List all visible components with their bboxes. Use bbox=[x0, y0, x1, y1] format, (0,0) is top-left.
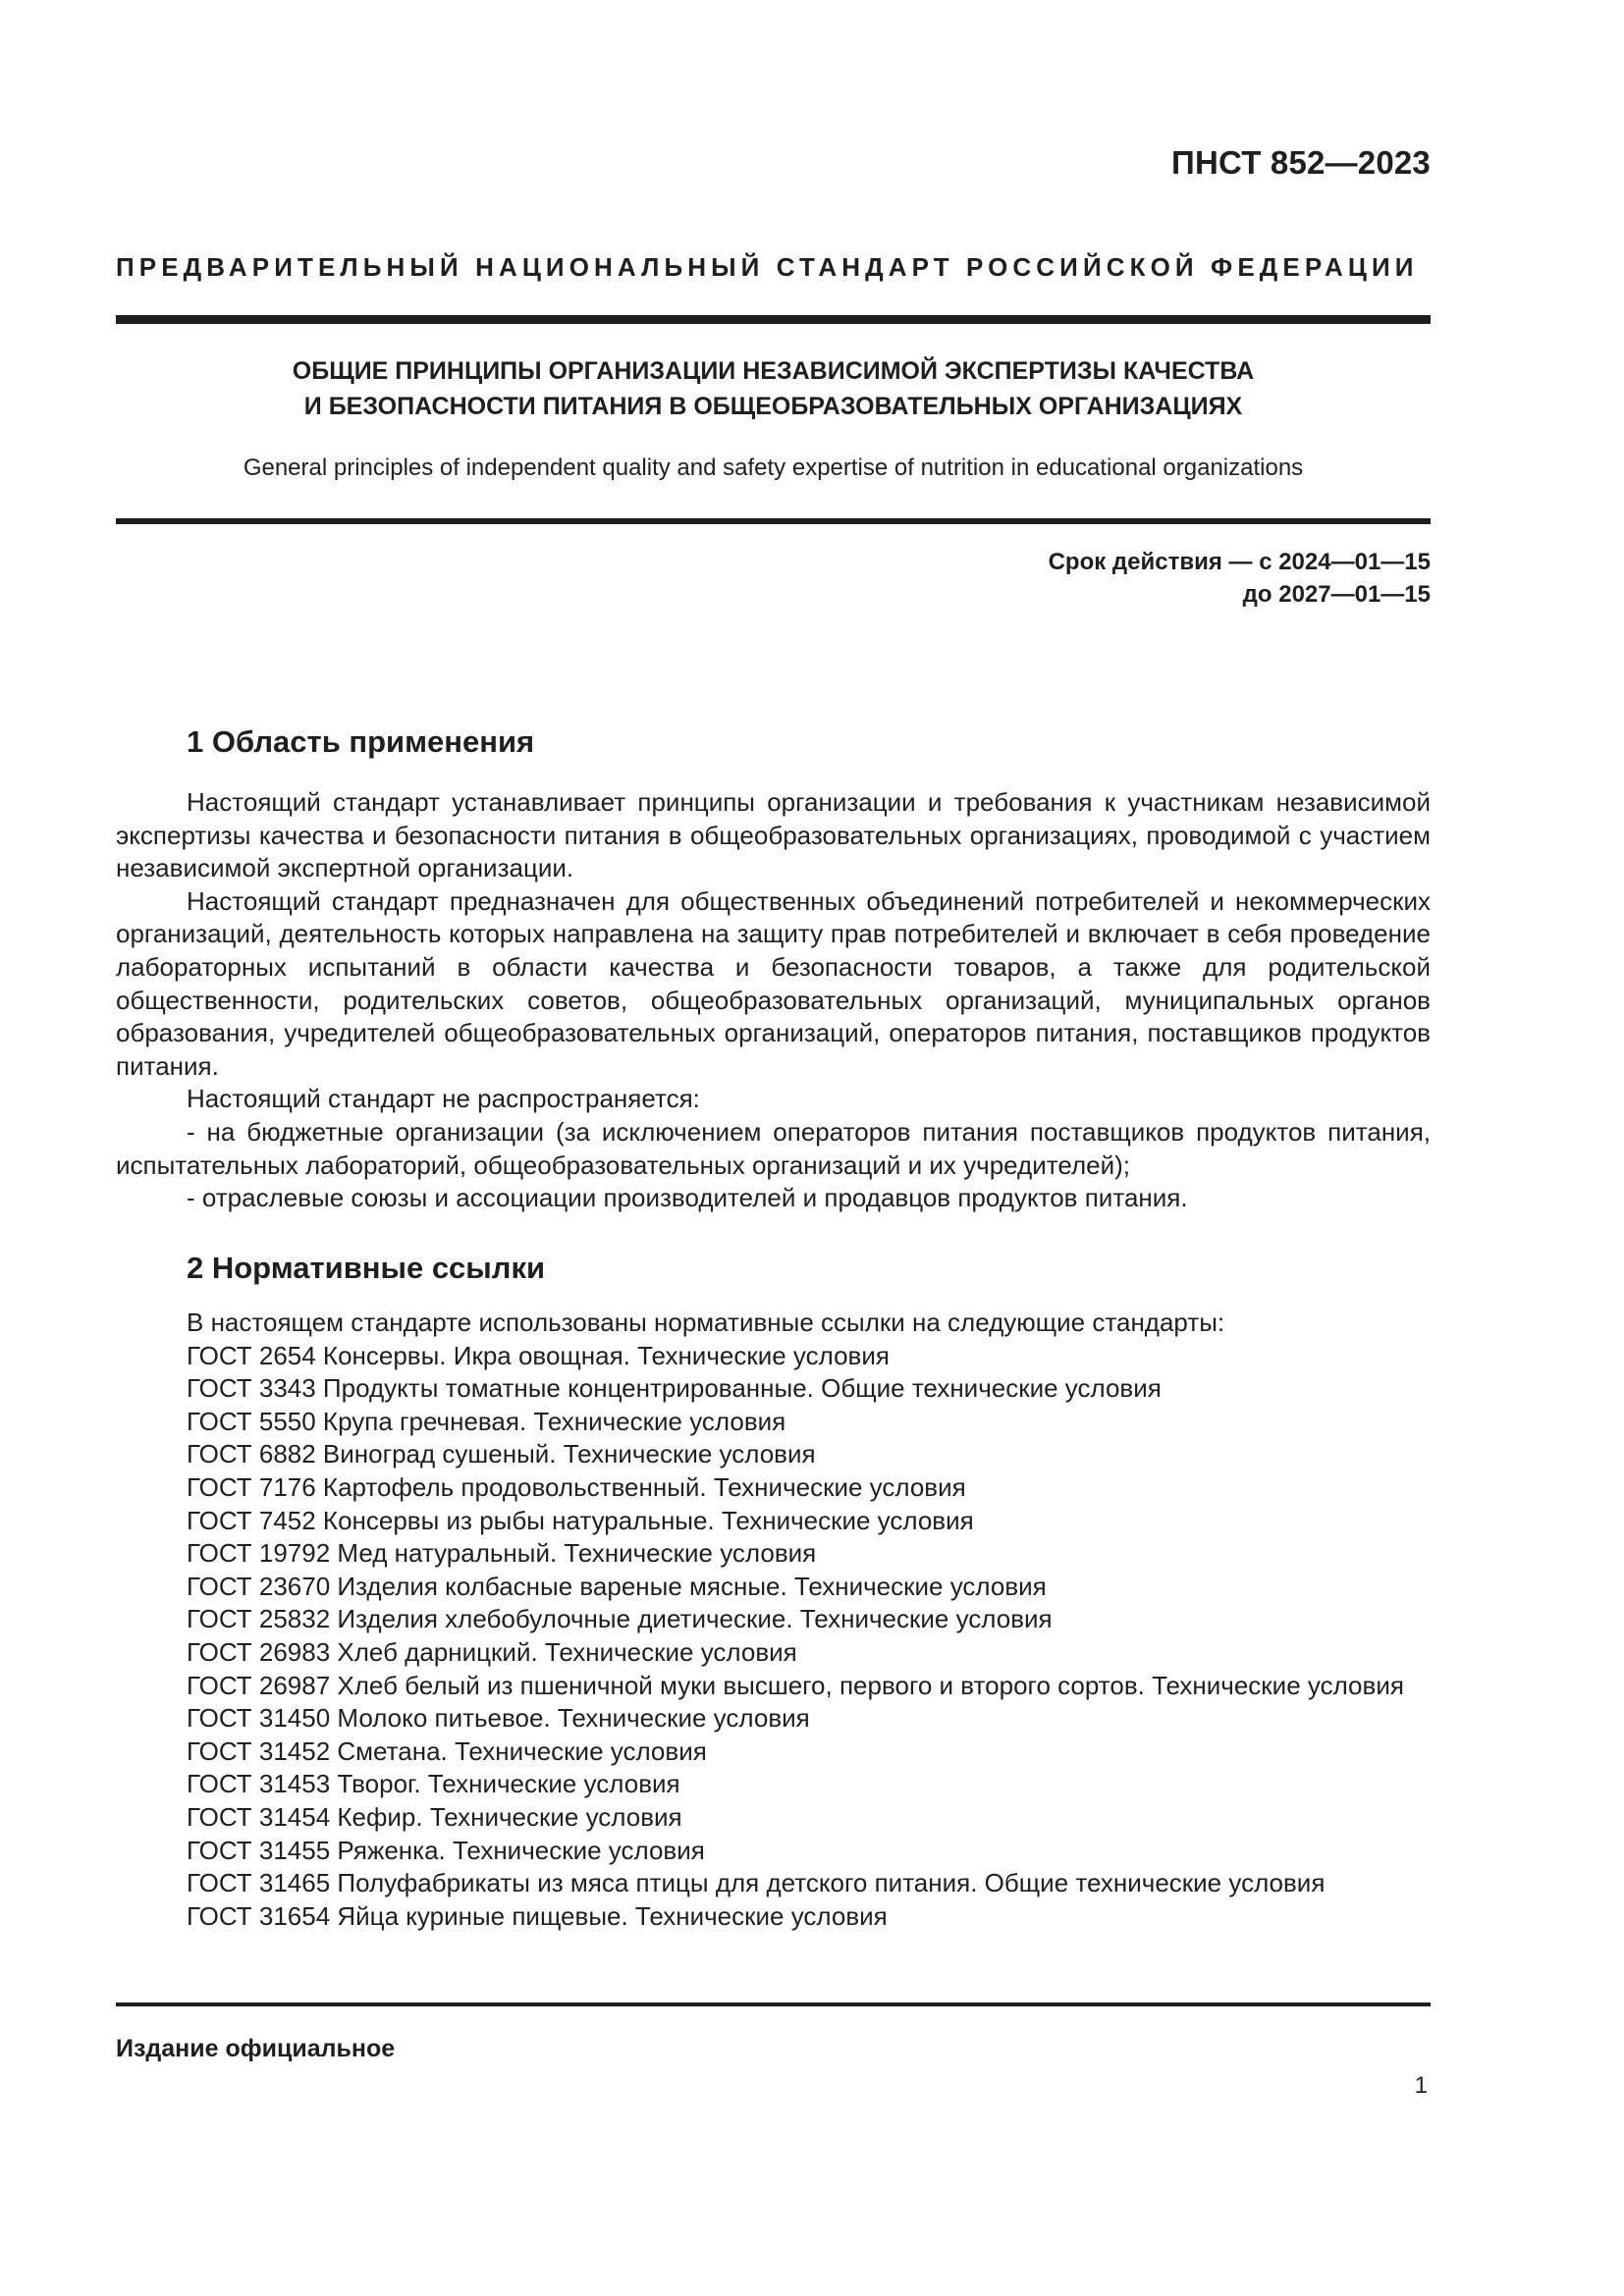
header-divider bbox=[116, 315, 1431, 324]
reference-item: ГОСТ 7176 Картофель продовольственный. Технические условия bbox=[187, 1471, 966, 1502]
list-item: - отраслевые союзы и ассоциации производителей и продавцов продуктов питания. bbox=[187, 1183, 1188, 1213]
reference-item: ГОСТ 3343 Продукты томатные концентрированные. Общие технические условия bbox=[187, 1373, 1162, 1404]
title-line-2: И БЕЗОПАСНОСТИ ПИТАНИЯ В ОБЩЕОБРАЗОВАТЕЛЬНЫХ ОРГАНИЗАЦИЯХ bbox=[303, 393, 1243, 420]
validity-period bbox=[1049, 546, 1431, 611]
reference-item: ГОСТ 31654 Яйца куриные пищевые. Технические условия bbox=[187, 1900, 888, 1931]
reference-item: ГОСТ 26987 Хлеб белый из пшеничной муки высшего, первого и второго сортов. Технические условия bbox=[187, 1670, 1404, 1700]
reference-item: ГОСТ 23670 Изделия колбасные вареные мясные. Технические условия bbox=[187, 1571, 1047, 1601]
reference-item: ГОСТ 31465 Полуфабрикаты из мяса птицы для детского питания. Общие технические условия bbox=[187, 1868, 1326, 1898]
reference-item: ГОСТ 31455 Ряженка. Технические условия bbox=[187, 1835, 705, 1865]
english-title: General principles of independent quality and safety expertise of nutrition in educational organizations bbox=[243, 454, 1304, 481]
reference-item: ГОСТ 26983 Хлеб дарницкий. Технические условия bbox=[187, 1636, 797, 1667]
list-item: - на бюджетные организации (за исключением операторов питания поставщиков продуктов питания, испытательных лабораторий, общеобразовательных организаций и их учредителей); bbox=[116, 1116, 1431, 1180]
section-2-body bbox=[116, 1307, 1431, 1933]
reference-item: ГОСТ 25832 Изделия хлебобулочные диетические. Технические условия bbox=[187, 1604, 1053, 1634]
reference-item: ГОСТ 7452 Консервы из рыбы натуральные. Технические условия bbox=[187, 1505, 974, 1535]
section-1-body bbox=[116, 786, 1431, 1215]
paragraph: Настоящий стандарт предназначен для общественных объединений потребителей и некоммерческих организаций, деятельность которых направлена на защиту прав потребителей и включает в себя проведение лабораторных испытаний в области качества и безопасности товаров, а также для родительской общественности, родительских советов, общеобразовательных организаций, муниципальных органов образования, учредителей общеобразовательных организаций, операторов питания, поставщиков продуктов питания. bbox=[116, 885, 1431, 1081]
page-number: 1 bbox=[1414, 2072, 1428, 2099]
footer-divider bbox=[116, 2002, 1431, 2006]
section-1-heading: 1 Область применения bbox=[187, 724, 535, 759]
reference-item: ГОСТ 6882 Виноград сушеный. Технические условия bbox=[187, 1439, 816, 1469]
reference-item: ГОСТ 31453 Творог. Технические условия bbox=[187, 1769, 680, 1799]
reference-item: ГОСТ 31452 Сметана. Технические условия bbox=[187, 1735, 707, 1766]
title-line-1: ОБЩИЕ ПРИНЦИПЫ ОРГАНИЗАЦИИ НЕЗАВИСИМОЙ ЭКСПЕРТИЗЫ КАЧЕСТВА bbox=[292, 357, 1255, 385]
document-title bbox=[116, 353, 1431, 424]
reference-item: ГОСТ 2654 Консервы. Икра овощная. Технические условия bbox=[187, 1340, 890, 1370]
section-2-heading: 2 Нормативные ссылки bbox=[187, 1251, 546, 1285]
reference-item: ГОСТ 31450 Молоко питьевое. Технические условия bbox=[187, 1703, 810, 1734]
standard-type-heading: ПРЕДВАРИТЕЛЬНЫЙ НАЦИОНАЛЬНЫЙ СТАНДАРТ РОССИЙСКОЙ ФЕДЕРАЦИИ bbox=[116, 252, 1419, 282]
official-edition-label: Издание официальное bbox=[116, 2035, 396, 2062]
validity-from: Срок действия — с 2024—01—15 bbox=[1048, 549, 1431, 575]
validity-to: до 2027—01—15 bbox=[1242, 581, 1431, 608]
title-divider bbox=[116, 518, 1431, 524]
references-intro: В настоящем стандарте использованы нормативные ссылки на следующие стандарты: bbox=[187, 1308, 1225, 1337]
reference-item: ГОСТ 5550 Крупа гречневая. Технические условия bbox=[187, 1406, 786, 1436]
reference-item: ГОСТ 19792 Мед натуральный. Технические условия bbox=[187, 1538, 817, 1569]
paragraph: Настоящий стандарт не распространяется: bbox=[187, 1084, 700, 1114]
document-code: ПНСТ 852—2023 bbox=[1171, 144, 1431, 181]
paragraph: Настоящий стандарт устанавливает принципы организации и требования к участникам независимой экспертизы качества и безопасности питания в общеобразовательных организациях, проводимой с участием независимой экспертной организации. bbox=[116, 787, 1431, 883]
reference-item: ГОСТ 31454 Кефир. Технические условия bbox=[187, 1801, 682, 1832]
